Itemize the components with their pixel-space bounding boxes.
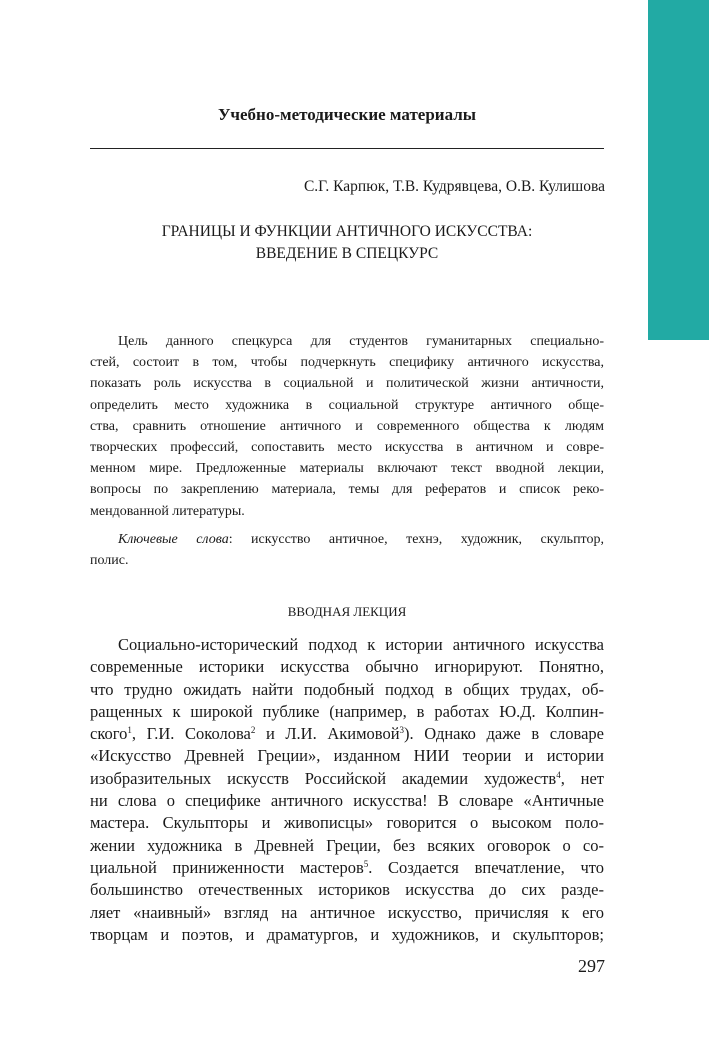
body-line bbox=[90, 768, 604, 790]
lecture-body bbox=[90, 634, 604, 946]
body-line: что трудно ожидать найти подобный подход в общих трудах, об- bbox=[90, 679, 604, 699]
body-line: мастера. Скульпторы и живописцы» говорится о высоком поло- bbox=[90, 813, 604, 833]
body-line bbox=[90, 857, 604, 879]
abstract-line: ства, сравнить отношение античного и современного общества к людям bbox=[90, 418, 604, 434]
abstract-line: Цель данного спецкурса для студентов гуманитарных специально- bbox=[118, 334, 604, 349]
body-line: ляет «наивный» взгляд на античное искусство, причисляя к его bbox=[90, 902, 604, 922]
body-line: большинство отечественных историков искусства до сих разде- bbox=[90, 880, 604, 900]
header-rule bbox=[90, 148, 604, 149]
abstract-line: творческих профессий, сопоставить место искусства в античном и совре- bbox=[90, 439, 604, 455]
body-line bbox=[90, 723, 604, 745]
abstract-line: определить место художника в социальной структуре античного обще- bbox=[90, 397, 604, 413]
footnote-ref[interactable]: 3 bbox=[399, 725, 405, 736]
page-number: 297 bbox=[578, 956, 605, 976]
body-text-segment: , нет bbox=[560, 768, 604, 788]
article-title-line: ВВЕДЕНИЕ В СПЕЦКУРС bbox=[255, 245, 439, 262]
body-text-segment: изобразительных искусств Российской академии художеств bbox=[90, 768, 557, 788]
abstract-line: мендованной литературы. bbox=[90, 503, 245, 519]
keywords-line bbox=[90, 529, 604, 550]
body-text-segment: , Г.И. Соколова bbox=[131, 724, 251, 744]
keywords bbox=[90, 529, 604, 571]
keywords-line: полис. bbox=[90, 553, 129, 569]
section-color-tab bbox=[648, 0, 709, 340]
body-text-segment: ского bbox=[90, 724, 128, 744]
body-text-segment: ). Однако даже в словаре bbox=[404, 724, 604, 744]
body-line: «Искусство Древней Греции», изданном НИИ теории и истории bbox=[90, 746, 604, 766]
body-line: современные историки искусства обычно игнорируют. Понятно, bbox=[90, 657, 604, 677]
abstract-line: показать роль искусства в социальной и политической жизни античности, bbox=[90, 376, 604, 392]
abstract-line: менном мире. Предложенные материалы включают текст вводной лекции, bbox=[90, 461, 604, 477]
footnote-ref[interactable]: 2 bbox=[250, 725, 256, 736]
body-text-segment: . Создается впечатление, что bbox=[368, 857, 604, 877]
lecture-heading: ВВОДНАЯ ЛЕКЦИЯ bbox=[287, 604, 407, 619]
body-line: творцам и поэтов, и драматургов, и художников, и скульпторов; bbox=[90, 924, 604, 944]
keywords-text: : искусство античное, технэ, художник, скульптор, bbox=[228, 532, 604, 547]
footnote-ref[interactable]: 4 bbox=[556, 769, 561, 780]
section-title: Учебно-методические материалы bbox=[217, 105, 477, 124]
abstract bbox=[90, 331, 604, 522]
body-text-segment: и Л.И. Акимовой bbox=[255, 724, 400, 744]
footnote-ref[interactable]: 1 bbox=[127, 725, 132, 736]
body-line: ни слова о специфике античного искусства! В словаре «Античные bbox=[90, 791, 604, 811]
abstract-line: стей, состоит в том, чтобы подчеркнуть специфику античного искусства, bbox=[90, 355, 604, 371]
body-line: жении художника в Древней Греции, без всяких оговорок о со- bbox=[90, 835, 604, 855]
keywords-label: Ключевые слова bbox=[118, 532, 229, 547]
body-text-segment: циальной приниженности мастеров bbox=[90, 857, 364, 877]
article-title-line: ГРАНИЦЫ И ФУНКЦИИ АНТИЧНОГО ИСКУССТВА: bbox=[161, 223, 533, 240]
article-authors: С.Г. Карпюк, Т.В. Кудрявцева, О.В. Кулишова bbox=[303, 178, 605, 195]
body-line: Социально-исторический подход к истории античного искусства bbox=[118, 635, 604, 654]
article-title bbox=[90, 221, 604, 265]
abstract-line: вопросы по закреплению материала, темы для рефератов и список реко- bbox=[90, 482, 604, 498]
footnote-ref[interactable]: 5 bbox=[363, 858, 369, 869]
body-line: ращенных к широкой публике (например, в работах Ю.Д. Колпин- bbox=[90, 701, 604, 721]
